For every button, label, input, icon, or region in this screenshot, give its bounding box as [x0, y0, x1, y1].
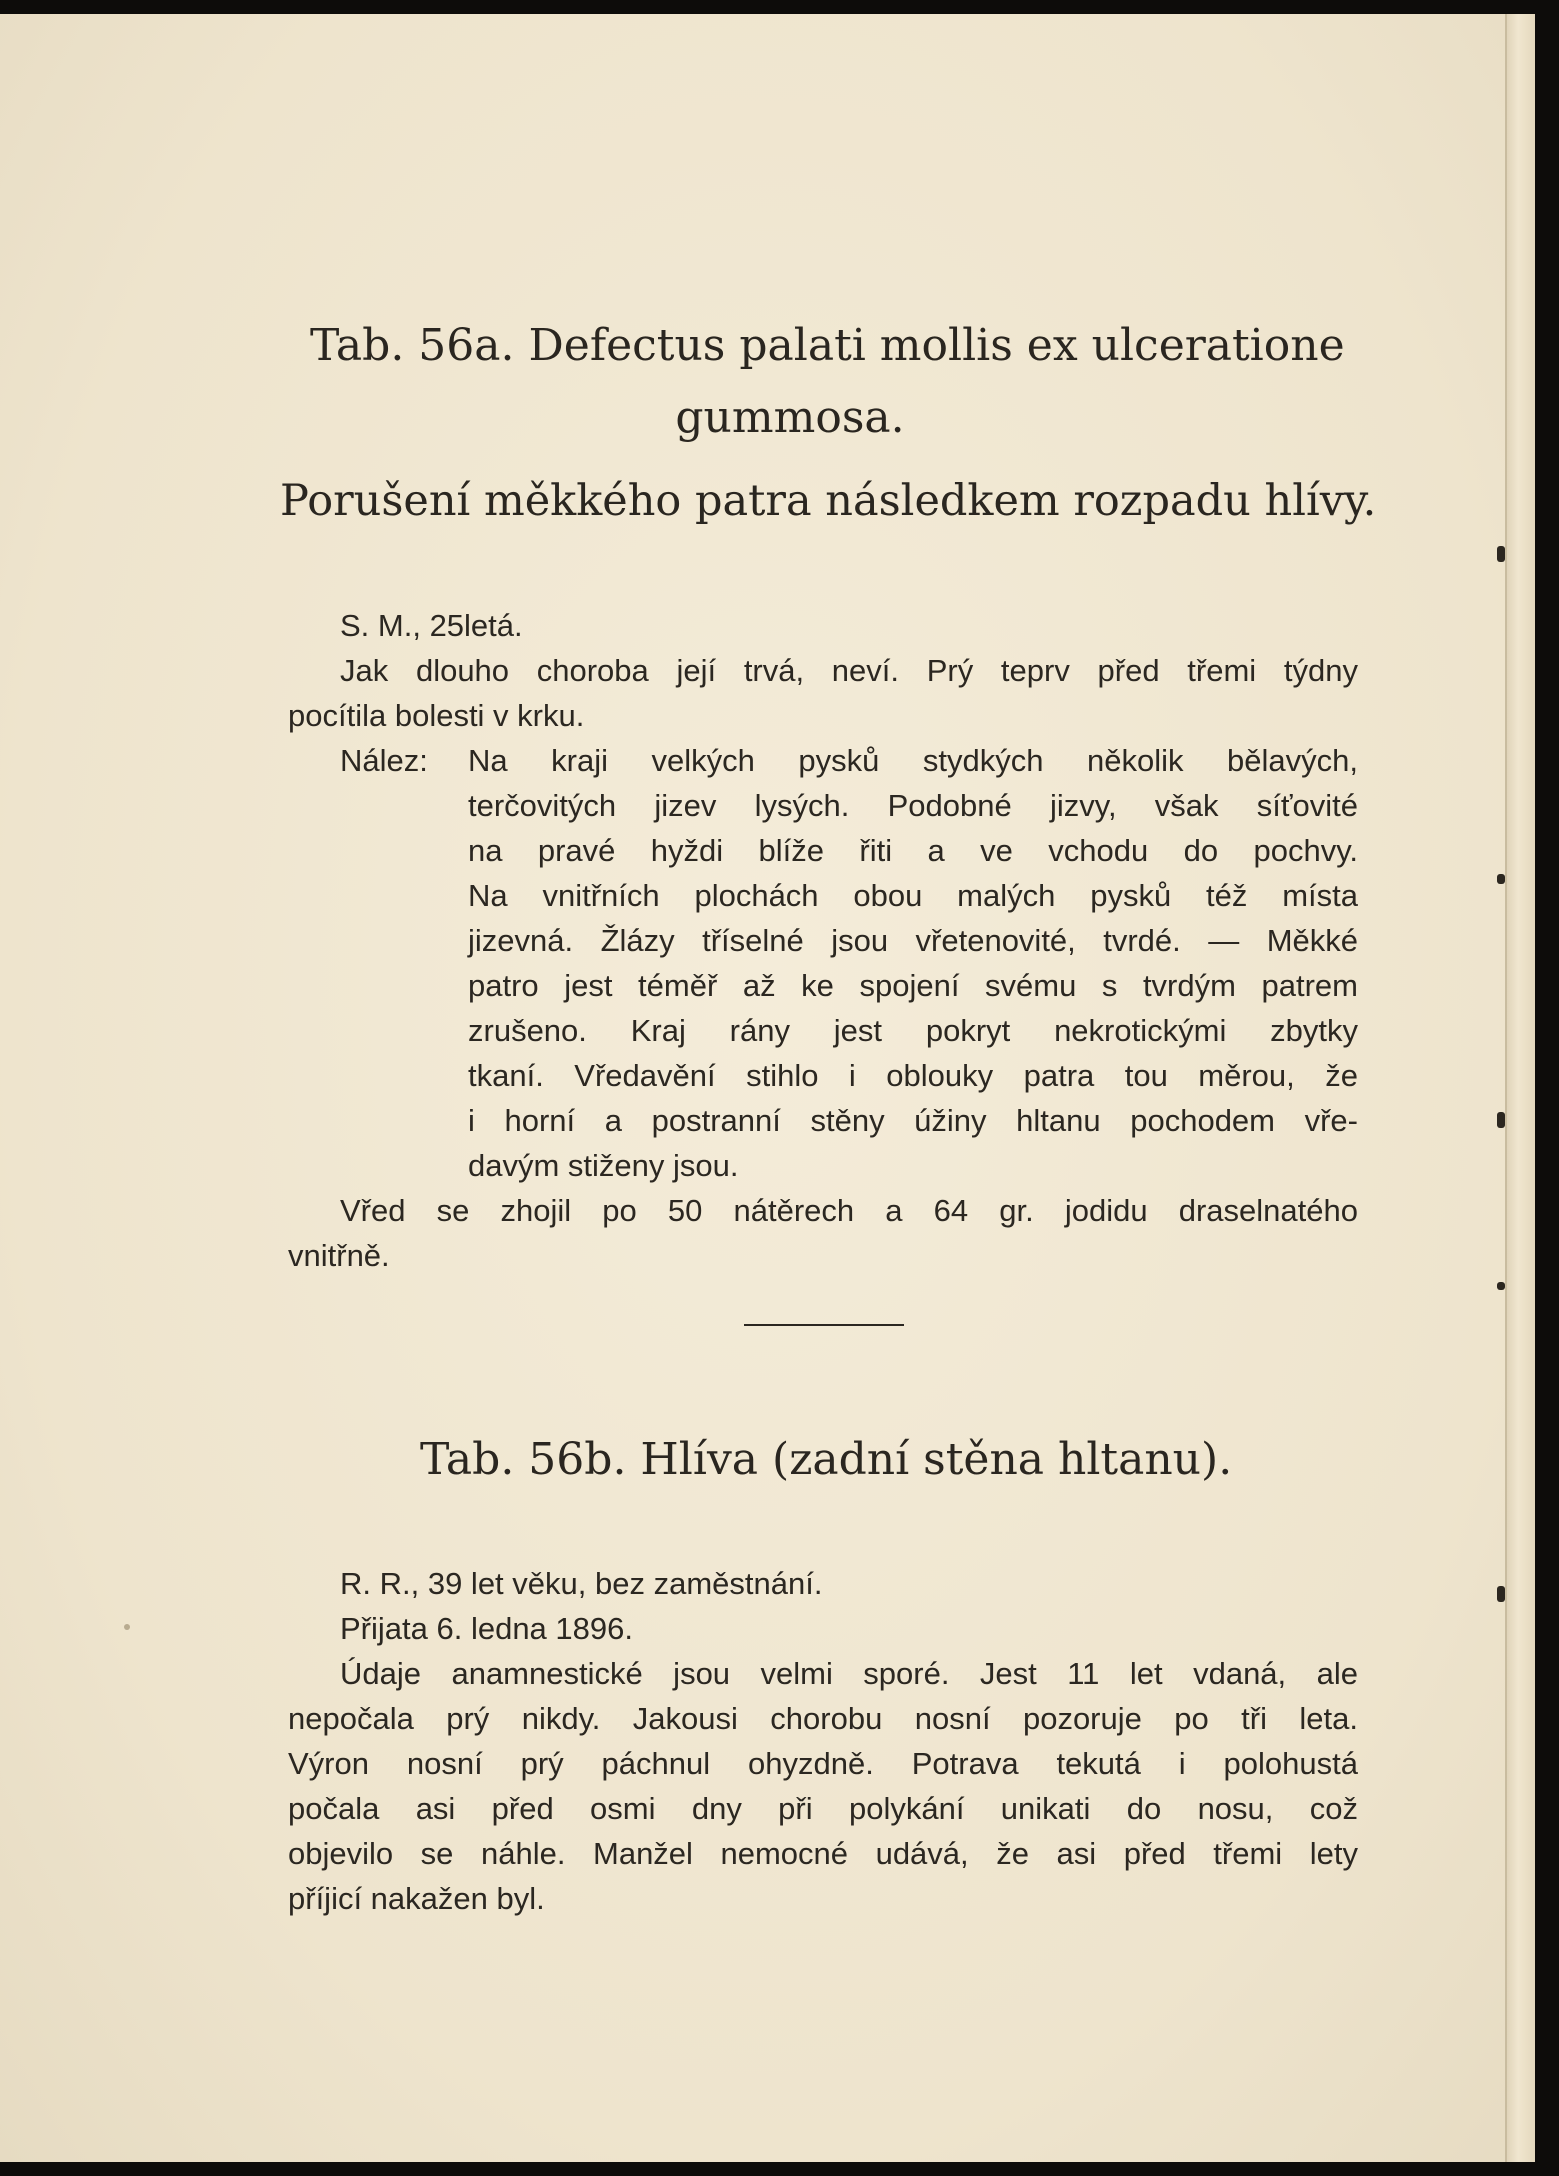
anamnesis-line: Výron nosní prý páchnul ohyzdně. Potrava tekutá i polohustá [288, 1746, 1358, 1781]
findings-line: terčovitých jizev lysých. Podobné jizvy, však síťovité [468, 788, 1358, 823]
findings-line: zrušeno. Kraj rány jest pokryt nekrotickými zbytky [468, 1013, 1358, 1048]
section-a-patient: S. M., 25letá. [340, 608, 523, 643]
anamnesis-line: Údaje anamnestické jsou velmi sporé. Jest 11 let vdaná, ale [340, 1656, 1358, 1691]
section-a-subtitle: Porušení měkkého patra následkem rozpadu hlívy. [280, 476, 1377, 526]
findings-line: na pravé hyždi blíže řiti a ve vchodu do pochvy. [468, 833, 1358, 868]
anamnesis-line: příjicí nakažen byl. [288, 1881, 545, 1916]
findings-line: tkaní. Vředavění stihlo i oblouky patra tou měrou, že [468, 1058, 1358, 1093]
edge-mark [1497, 1282, 1505, 1290]
edge-mark [1497, 874, 1505, 884]
findings-line: Na vnitřních plochách obou malých pysků též místa [468, 878, 1358, 913]
anamnesis-line: počala asi před osmi dny při polykání unikati do nosu, což [288, 1791, 1358, 1826]
anamnesis-line: objevilo se náhle. Manžel nemocné udává, že asi před třemi lety [288, 1836, 1358, 1871]
findings-line: patro jest téměř až ke spojení svému s tvrdým patrem [468, 968, 1358, 1003]
section-b-patient: R. R., 39 let věku, bez zaměstnání. [340, 1566, 823, 1601]
section-b-title: Tab. 56b. Hlíva (zadní stěna hltanu). [420, 1434, 1233, 1485]
edge-mark [1497, 546, 1505, 562]
section-a-outcome: Vřed se zhojil po 50 nátěrech a 64 gr. jodidu draselnatého [340, 1193, 1358, 1228]
section-a-history: Jak dlouho choroba její trvá, neví. Prý teprv před třemi týdny [340, 653, 1358, 688]
edge-mark [1497, 1586, 1505, 1602]
book-page [0, 14, 1535, 2162]
anamnesis-line: nepočala prý nikdy. Jakousi chorobu nosní pozoruje po tři leta. [288, 1701, 1358, 1736]
section-b-admitted: Přijata 6. ledna 1896. [340, 1611, 633, 1646]
findings-line: Na kraji velkých pysků stydkých několik bělavých, [468, 743, 1358, 778]
section-divider [744, 1324, 904, 1326]
paper-speck [124, 1624, 130, 1630]
section-a-outcome-continued: vnitřně. [288, 1238, 390, 1273]
section-a-title-continued: gummosa. [675, 392, 905, 443]
section-a-history-continued: pocítila bolesti v krku. [288, 698, 585, 733]
findings-label: Nález: [340, 743, 428, 778]
section-a-title: Tab. 56a. Defectus palati mollis ex ulceratione [310, 320, 1345, 371]
edge-mark [1497, 1112, 1505, 1128]
page-edge [1505, 14, 1535, 2162]
findings-line: davým stiženy jsou. [468, 1148, 739, 1183]
findings-line: i horní a postranní stěny úžiny hltanu pochodem vře- [468, 1103, 1358, 1138]
findings-line: jizevná. Žlázy tříselné jsou vřetenovité, tvrdé. — Měkké [468, 923, 1358, 958]
